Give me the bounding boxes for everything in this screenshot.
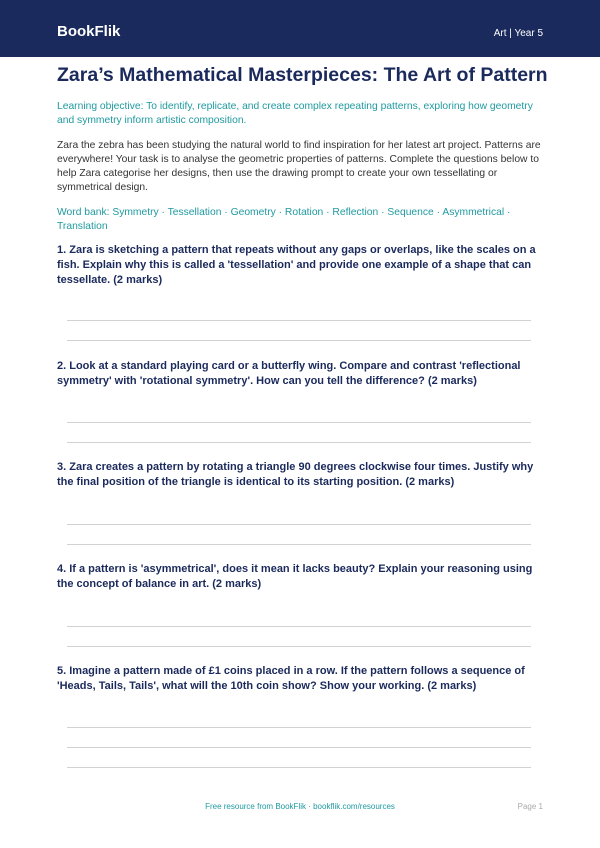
subject-year-label: Art | Year 5	[493, 28, 543, 39]
page-number: Page 1	[517, 802, 543, 811]
answer-line-q3-1[interactable]	[67, 524, 531, 525]
answer-line-q4-1[interactable]	[67, 626, 531, 627]
header-bar	[0, 0, 600, 57]
answer-line-q5-3[interactable]	[67, 767, 531, 768]
answer-line-q5-2[interactable]	[67, 747, 531, 748]
answer-line-q5-1[interactable]	[67, 727, 531, 728]
question-3: 3. Zara creates a pattern by rotating a triangle 90 degrees clockwise four times. Justify why the final position of the triangle is identical to its starting position. (2 marks)	[57, 461, 534, 488]
answer-line-q1-2[interactable]	[67, 340, 531, 341]
footer-credit: Free resource from BookFlik · bookflik.com/resources	[205, 802, 395, 811]
question-2: 2. Look at a standard playing card or a butterfly wing. Compare and contrast 'reflectional symmetry' with 'rotational symmetry'. How can you tell the difference? (2 marks)	[57, 360, 521, 387]
learning-objective: Learning objective: To identify, replicate, and create complex repeating patterns, exploring how geometry and symmetry inform artistic composition.	[57, 101, 533, 126]
answer-line-q2-1[interactable]	[67, 422, 531, 423]
answer-line-q4-2[interactable]	[67, 646, 531, 647]
word-bank: Word bank: Symmetry · Tessellation · Geometry · Rotation · Reflection · Sequence · Asymmetrical · Translation	[57, 207, 511, 232]
page-title: Zara’s Mathematical Masterpieces: The Art of Pattern	[57, 64, 548, 86]
answer-line-q1-1[interactable]	[67, 320, 531, 321]
intro-section	[57, 62, 548, 234]
intro-paragraph: Zara the zebra has been studying the natural world to find inspiration for her latest art project. Patterns are everywhere! Your task is to analyse the geometric properties of patterns. Complete the questions below to help Zara categorise her designs, then use the drawing prompt to create your own tessellating or symmetrical design.	[57, 140, 541, 193]
answer-line-q3-2[interactable]	[67, 544, 531, 545]
answer-line-q2-2[interactable]	[67, 442, 531, 443]
question-5: 5. Imagine a pattern made of £1 coins placed in a row. If the pattern follows a sequence of 'Heads, Tails, Tails', what will the 10th coin show? Show your working. (2 marks)	[57, 665, 525, 692]
question-1: 1. Zara is sketching a pattern that repeats without any gaps or overlaps, like the scales on a fish. Explain why this is called a 'tessellation' and provide one example of a shape that can tessellate. (2 marks)	[57, 244, 536, 286]
question-4: 4. If a pattern is 'asymmetrical', does it mean it lacks beauty? Explain your reasoning using the concept of balance in art. (2 marks)	[57, 563, 533, 590]
brand-logo-text: BookFlik	[57, 23, 121, 40]
